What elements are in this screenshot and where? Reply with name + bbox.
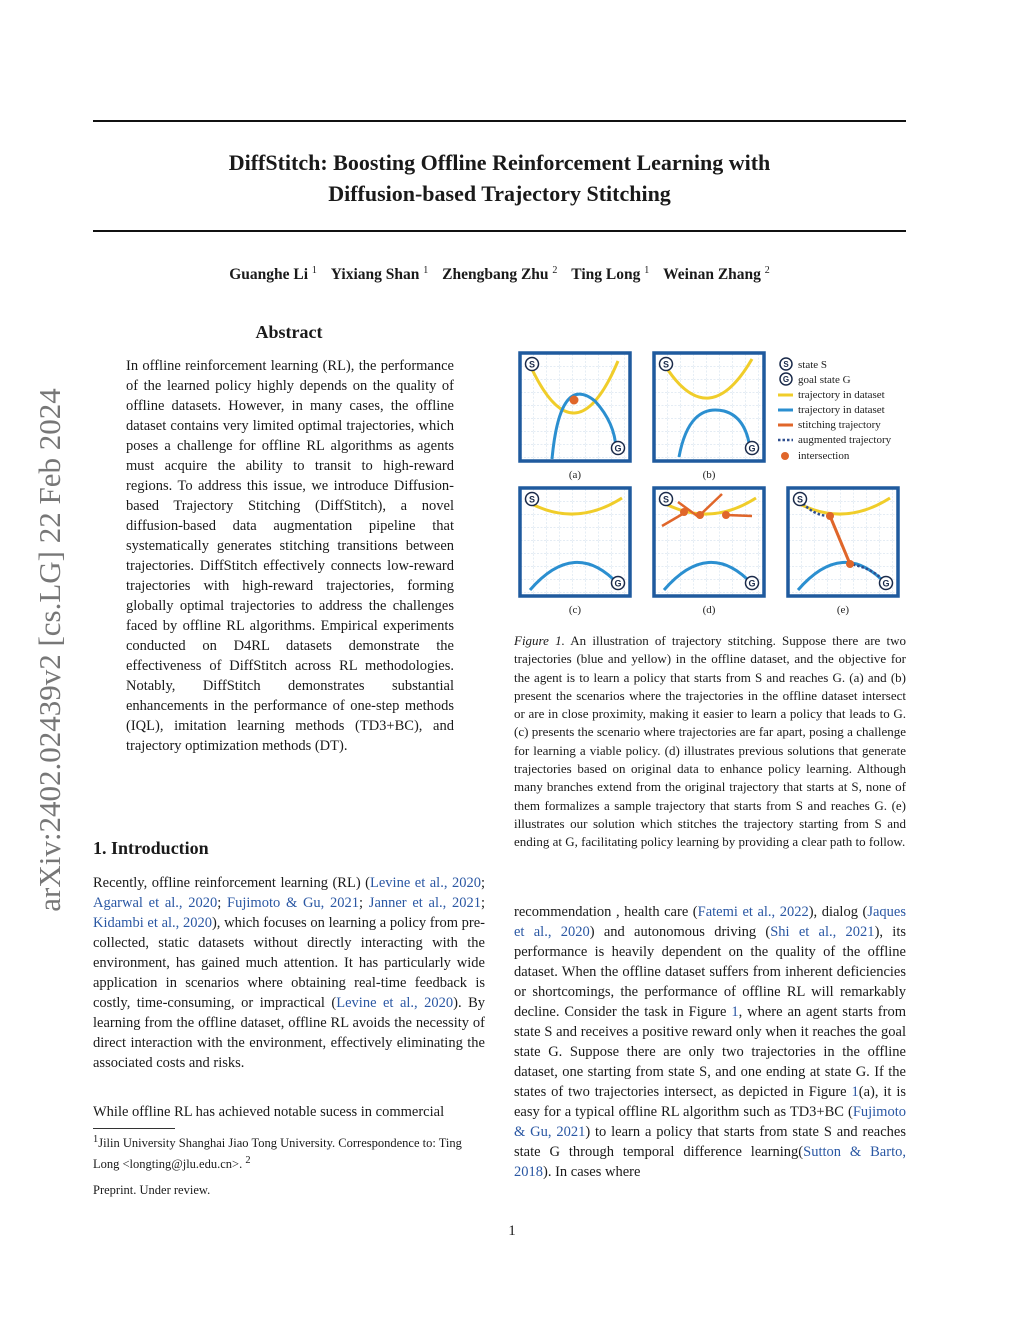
title-top-rule [93,120,906,122]
footnote-rule [93,1128,175,1129]
panel-e [788,488,898,596]
svg-text:G: G [748,443,756,454]
footnote-text: Jilin University Shanghai Jiao Tong University. Correspondence to: Ting Long <longting@jlu.edu.cn>. [93,1136,462,1172]
intersection-dot [826,512,834,520]
citation-link[interactable]: Shi et al., 2021 [770,924,875,940]
citation-link[interactable]: Levine et al., 2020 [370,875,481,891]
panel-label: (e) [836,604,850,616]
abstract-body: In offline reinforcement learning (RL), the performance of the learned policy highly depends on the quality of offline datasets. However, in many cases, the offline dataset contains very limited optimal trajectories, which poses a challenge for offline RL algorithms as agents must acquire the ability to transit to high-reward regions. To address this issue, we introduce Diffusion-based Trajectory Stitching (DiffStitch), a novel diffusion-based data augmentation pipeline that systematically generates stitching transitions between trajectories. DiffStitch effectively connects low-reward trajectories with high-reward trajectories, forming globally optimal trajectories to address the challenges faced by offline RL algorithms. Empirical experiments conducted on D4RL datasets demonstrate the effectiveness of DiffStitch across RL methodologies. Notably, DiffStitch demonstrates substantial enhancements in the performance of one-step methods (IQL), imitation learning methods (TD3+BC), and trajectory optimization methods (DT). [126,358,454,754]
title-bottom-rule [93,230,906,232]
preprint-note: Preprint. Under review. [93,1183,211,1197]
figure-1-caption [514,632,906,852]
arxiv-stamp-text: arXiv:2402.02439v2 [cs.LG] 22 Feb 2024 [32,388,67,912]
intersection-dot [846,560,854,568]
panel-label: (d) [702,604,716,616]
author: Zhengbang Zhu $^2$ [442,265,558,284]
citation-link[interactable]: Janner et al., 2021 [368,895,481,911]
svg-text:S: S [783,360,789,369]
panel-d [654,488,764,596]
figure-ref-link[interactable]: 1 [731,1004,739,1020]
panel-label: (c) [568,604,582,616]
svg-text:stitching trajectory: stitching trajectory [798,419,881,431]
svg-text:G: G [782,375,790,384]
paper-title [93,147,906,209]
svg-text:S: S [528,359,536,370]
svg-text:S: S [528,494,536,505]
svg-text:S: S [796,494,804,505]
citation-link[interactable]: Fujimoto & Gu, 2021 [514,1104,906,1140]
author: Ting Long $^1$ [571,265,650,284]
intro-paragraph-2: While offline RL has achieved notable sucess in commercial [93,1104,445,1120]
citation-link[interactable]: Jaques et al., 2020 [514,904,906,940]
svg-text:intersection: intersection [798,450,850,462]
svg-text:state S: state S [798,359,828,371]
svg-text:S: S [662,494,670,505]
svg-text:trajectory in dataset: trajectory in dataset [798,389,885,401]
citation-link[interactable]: Kidambi et al., 2020 [93,915,212,931]
citation-link[interactable]: Levine et al., 2020 [336,995,454,1011]
svg-text:G: G [614,578,622,589]
figure-1-trajectory-stitching [512,350,906,620]
author: Weinan Zhang $^2$ [663,265,770,284]
caption-label: Figure 1. [514,633,565,648]
author: Yixiang Shan $^1$ [330,265,429,284]
author-list [93,265,906,284]
panel-b [654,353,764,461]
affiliation-footnote: $^1$Jilin University Shanghai Jiao Tong University. Correspondence to: Ting Long <longting@jlu.edu.cn>. $^2$ [93,1134,462,1172]
svg-text:G: G [882,578,890,589]
page-number: 1 [508,1223,516,1239]
intro-paragraph-right: recommendation , health care (Fatemi et al., 2022), dialog (Jaques et al., 2020) and autonomous driving (Shi et al., 2021), its performance is heavily dependent on the quality of the offline dataset. When the offline dataset suffers from inherent deficiencies or shortcomings, the performance of offline RL will remarkably decline. Consider the task in Figure 1, where an agent starts from state S and receives a positive reward only when it reaches the goal state G. Suppose there are only two trajectories in the offline dataset, one starting from state S, and one ending at state G. If the states of two trajectories intersect, as depicted in Figure 1(a), it is easy for a typical offline RL algorithm such as TD3+BC (Fujimoto & Gu, 2021) to learn a policy that starts from state S and reaches state G through temporal difference learning(Sutton & Barto, 2018). In cases where [514,904,906,1180]
intersection-dot [570,396,579,405]
citation-link[interactable]: Agarwal et al., 2020 [93,895,218,911]
svg-text:goal state G: goal state G [798,374,851,386]
abstract-heading: Abstract [255,322,323,342]
figure-legend [778,358,892,462]
intersection-dot [696,511,704,519]
svg-text:trajectory in dataset: trajectory in dataset [798,404,885,416]
svg-text:S: S [662,359,670,370]
title-line-1: DiffStitch: Boosting Offline Reinforcement Learning with [228,150,771,175]
citation-link[interactable]: Fujimoto & Gu, 2021 [227,895,360,911]
arxiv-stamp [28,355,72,945]
citation-link[interactable]: Fatemi et al., 2022 [697,904,809,920]
footnote-sup-2: 2 [245,1155,251,1167]
panel-a [520,353,630,461]
orange-dot-icon [781,452,789,460]
caption-text: An illustration of trajectory stitching. Suppose there are two trajectories (blue and yellow) in the offline dataset, and the objective for the agent is to learn a policy that starts from S and reaches G. (a) and (b) present the scenarios where the trajectories in the offline dataset intersect or are in close proximity, making it easier to learn a policy that leads to G. (c) presents the scenario where trajectories are far apart, posing a challenge for learning a viable policy. (d) illustrates previous solutions that generate trajectories based on original data to enhance policy learning. Although many branches extend from the original trajectory that starts at S, none of them formalizes a sample trajectory that starts from S and reaches G. (e) illustrates our solution which stitches the trajectory starting from S and ending at G, facilitating policy learning by providing a clear path to follow. [514,633,906,850]
svg-text:G: G [748,578,756,589]
citation-link[interactable]: Sutton & Barto, 2018 [514,1144,906,1180]
section-heading-introduction: 1. Introduction [93,838,209,858]
intersection-dot [680,508,688,516]
svg-text:G: G [614,443,622,454]
panel-label: (a) [568,469,582,481]
panel-label: (b) [702,469,716,481]
svg-text:augmented trajectory: augmented trajectory [798,434,892,446]
title-line-2: Diffusion-based Trajectory Stitching [328,181,671,206]
panel-c [520,488,630,596]
intro-paragraph-1: Recently, offline reinforcement learning (RL) (Levine et al., 2020; Agarwal et al., 2020; Fujimoto & Gu, 2021; Janner et al., 2021; Kidambi et al., 2020), which focuses on learning a policy from pre-collected, static datasets without directly interacting with the environment, has gained much attention. It has particularly wide application in scenarios where obtaining real-time feedback is costly, time-consuming, or impractical (Levine et al., 2020). By learning from the offline dataset, offline RL avoids the necessity of direct interaction with the environment, effectively eliminating the associated costs and risks. [93,875,486,1071]
author: Guanghe Li $^1$ [229,265,317,284]
intersection-dot [722,511,730,519]
figure-ref-link[interactable]: 1 [851,1084,859,1100]
